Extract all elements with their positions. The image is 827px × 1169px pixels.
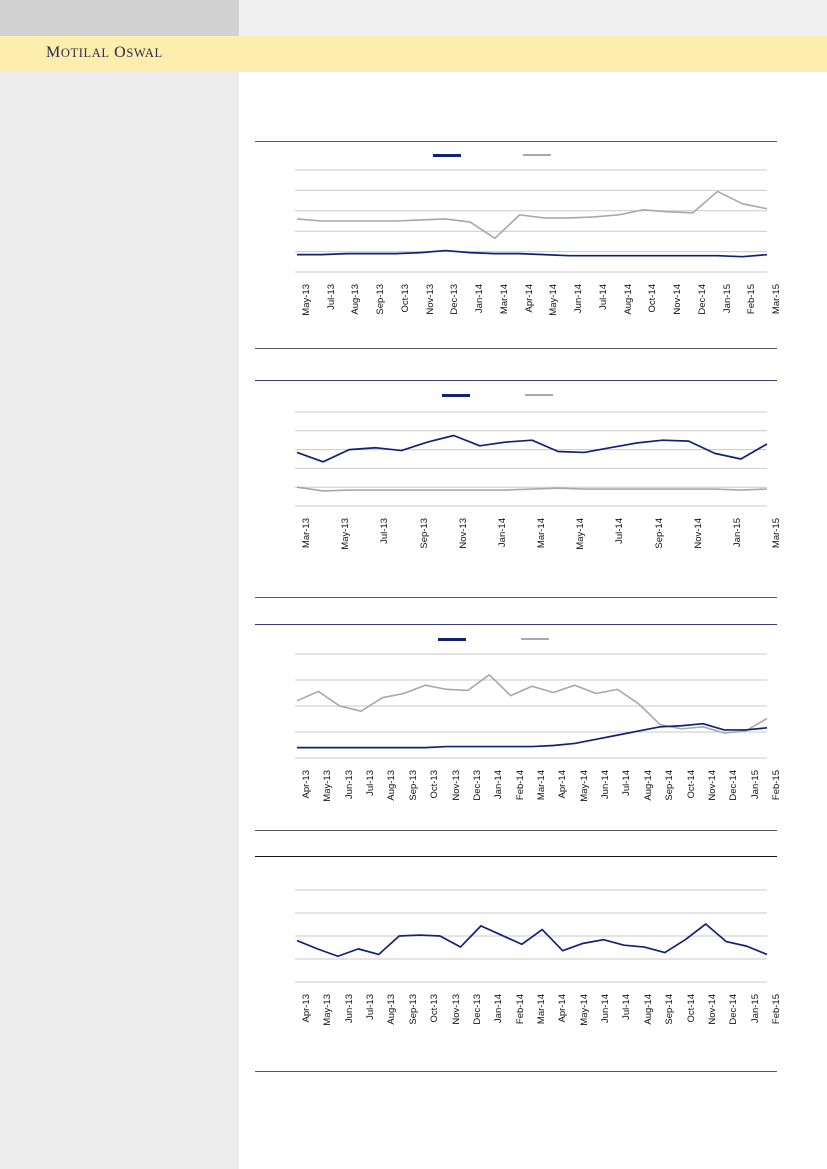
x-tick-label: Jul-13 <box>325 284 337 310</box>
chart-3-legend-blue-swatch <box>438 638 466 641</box>
x-tick-label: May-13 <box>322 994 334 1026</box>
x-tick-label: Oct-14 <box>685 994 697 1023</box>
x-tick-label: Jan-15 <box>721 284 733 314</box>
x-tick-label: May-14 <box>578 770 590 802</box>
x-tick-label: Jun-14 <box>573 284 585 314</box>
brand-otilal: OTILAL <box>60 46 110 60</box>
x-tick-label: Jan-15 <box>731 518 743 548</box>
chart-2-top-rule <box>255 380 777 381</box>
x-tick-label: Dec-13 <box>471 994 483 1025</box>
x-tick-label: Feb-15 <box>771 770 782 801</box>
chart-3-panel <box>255 630 782 854</box>
x-tick-label: Jul-13 <box>365 770 377 796</box>
x-tick-label: Oct-13 <box>429 770 441 799</box>
chart-1-x-axis-labels <box>255 282 782 368</box>
x-tick-label: Sep-14 <box>664 994 676 1025</box>
x-tick-label: Jul-14 <box>597 284 609 310</box>
x-tick-label: Nov-14 <box>706 770 718 801</box>
x-tick-label: Oct-13 <box>429 994 441 1023</box>
sidebar-top-block <box>0 0 239 36</box>
x-tick-label: Nov-14 <box>706 994 718 1025</box>
chart-3-legend <box>255 630 777 646</box>
chart-2-legend <box>255 386 777 402</box>
x-tick-label: Jan-14 <box>474 284 486 314</box>
chart-1-legend-blue-swatch <box>433 154 461 157</box>
x-tick-label: Sep-14 <box>653 518 665 549</box>
x-tick-label: May-14 <box>575 518 587 550</box>
x-tick-label: Dec-13 <box>471 770 483 801</box>
x-tick-label: Jan-14 <box>496 518 508 548</box>
x-tick-label: Oct-14 <box>647 284 659 313</box>
x-tick-label: May-13 <box>301 284 312 316</box>
x-tick-label: Jan-15 <box>749 994 761 1024</box>
chart-1-legend <box>255 146 777 162</box>
x-tick-label: Apr-14 <box>523 284 535 313</box>
x-tick-label: Nov-13 <box>457 518 469 549</box>
x-tick-label: Jan-14 <box>493 770 505 800</box>
sidebar-background <box>0 0 239 1169</box>
chart-4-x-axis-labels <box>255 992 782 1078</box>
x-tick-label: Oct-14 <box>685 770 697 799</box>
chart-1-svg <box>255 162 777 282</box>
x-tick-label: Mar-14 <box>536 770 547 801</box>
x-tick-label: Jun-13 <box>343 994 355 1024</box>
x-tick-label: Mar-15 <box>771 284 782 315</box>
x-tick-label: Aug-13 <box>350 284 362 315</box>
x-tick-label: Feb-14 <box>514 994 526 1025</box>
chart-2-svg <box>255 404 777 516</box>
x-tick-label: Jul-13 <box>365 994 377 1020</box>
x-tick-label: Jul-14 <box>614 518 626 544</box>
chart-4-panel <box>255 870 782 1078</box>
x-tick-label: Mar-14 <box>498 284 510 315</box>
header-background <box>239 0 827 36</box>
chart-3-bottom-rule <box>255 830 777 831</box>
chart-3-x-axis-labels <box>255 768 782 854</box>
chart-1-panel <box>255 146 782 368</box>
chart-4-bottom-rule <box>255 1071 777 1072</box>
x-tick-label: Nov-14 <box>672 284 684 315</box>
brand-m: M <box>46 44 61 61</box>
chart-4-plot <box>255 882 777 992</box>
x-tick-label: Aug-14 <box>642 994 654 1025</box>
x-tick-label: Jul-14 <box>621 770 633 796</box>
chart-1-top-rule <box>255 141 777 142</box>
x-tick-label: Aug-14 <box>642 770 654 801</box>
brand-o: O <box>114 44 127 61</box>
chart-2-panel <box>255 386 782 602</box>
chart-1-plot <box>255 162 777 282</box>
x-tick-label: Jun-14 <box>600 770 612 800</box>
x-tick-label: Apr-14 <box>557 994 569 1023</box>
x-tick-label: Aug-13 <box>386 994 398 1025</box>
x-tick-label: Apr-13 <box>301 994 312 1023</box>
x-tick-label: Mar-14 <box>536 994 547 1025</box>
chart-4-top-rule <box>255 856 777 857</box>
x-tick-label: May-13 <box>340 518 352 550</box>
x-tick-label: May-14 <box>548 284 560 316</box>
x-tick-label: Jul-13 <box>379 518 391 544</box>
chart-3-svg <box>255 646 777 768</box>
brand-swal: SWAL <box>126 46 163 60</box>
x-tick-label: Dec-14 <box>696 284 708 315</box>
x-tick-label: Nov-13 <box>450 994 462 1025</box>
chart-4-svg <box>255 882 777 992</box>
chart-3-plot <box>255 646 777 768</box>
x-tick-label: Feb-15 <box>746 284 758 315</box>
x-tick-label: Jun-13 <box>343 770 355 800</box>
x-tick-label: Sep-13 <box>407 994 419 1025</box>
x-tick-label: Sep-13 <box>375 284 387 315</box>
x-tick-label: Sep-13 <box>418 518 430 549</box>
x-tick-label: Nov-13 <box>450 770 462 801</box>
chart-1-legend-grey-swatch <box>523 154 551 156</box>
chart-2-legend-grey-swatch <box>525 394 553 396</box>
x-tick-label: Dec-13 <box>449 284 461 315</box>
chart-2-plot <box>255 404 777 516</box>
x-tick-label: Mar-14 <box>536 518 547 549</box>
x-tick-label: Feb-15 <box>771 994 782 1025</box>
chart-1-bottom-rule <box>255 348 777 349</box>
chart-3-legend-grey-swatch <box>521 638 549 640</box>
x-tick-label: Nov-13 <box>424 284 436 315</box>
x-tick-label: Jan-15 <box>749 770 761 800</box>
x-tick-label: Sep-14 <box>664 770 676 801</box>
x-tick-label: Feb-14 <box>514 770 526 801</box>
chart-2-x-axis-labels <box>255 516 782 602</box>
x-tick-label: Jan-14 <box>493 994 505 1024</box>
x-tick-label: Jul-14 <box>621 994 633 1020</box>
x-tick-label: Aug-14 <box>622 284 634 315</box>
x-tick-label: Apr-14 <box>557 770 569 799</box>
x-tick-label: Dec-14 <box>728 994 740 1025</box>
x-tick-label: Mar-13 <box>301 518 312 549</box>
x-tick-label: Oct-13 <box>399 284 411 313</box>
x-tick-label: Apr-13 <box>301 770 312 799</box>
x-tick-label: Dec-14 <box>728 770 740 801</box>
x-tick-label: May-14 <box>578 994 590 1026</box>
x-tick-label: Jun-14 <box>600 994 612 1024</box>
x-tick-label: Nov-14 <box>692 518 704 549</box>
chart-2-bottom-rule <box>255 597 777 598</box>
x-tick-label: Sep-13 <box>407 770 419 801</box>
x-tick-label: Mar-15 <box>771 518 782 549</box>
x-tick-label: May-13 <box>322 770 334 802</box>
x-tick-label: Aug-13 <box>386 770 398 801</box>
chart-2-legend-blue-swatch <box>442 394 470 397</box>
chart-3-top-rule <box>255 624 777 625</box>
brand-logo-text <box>46 44 163 62</box>
